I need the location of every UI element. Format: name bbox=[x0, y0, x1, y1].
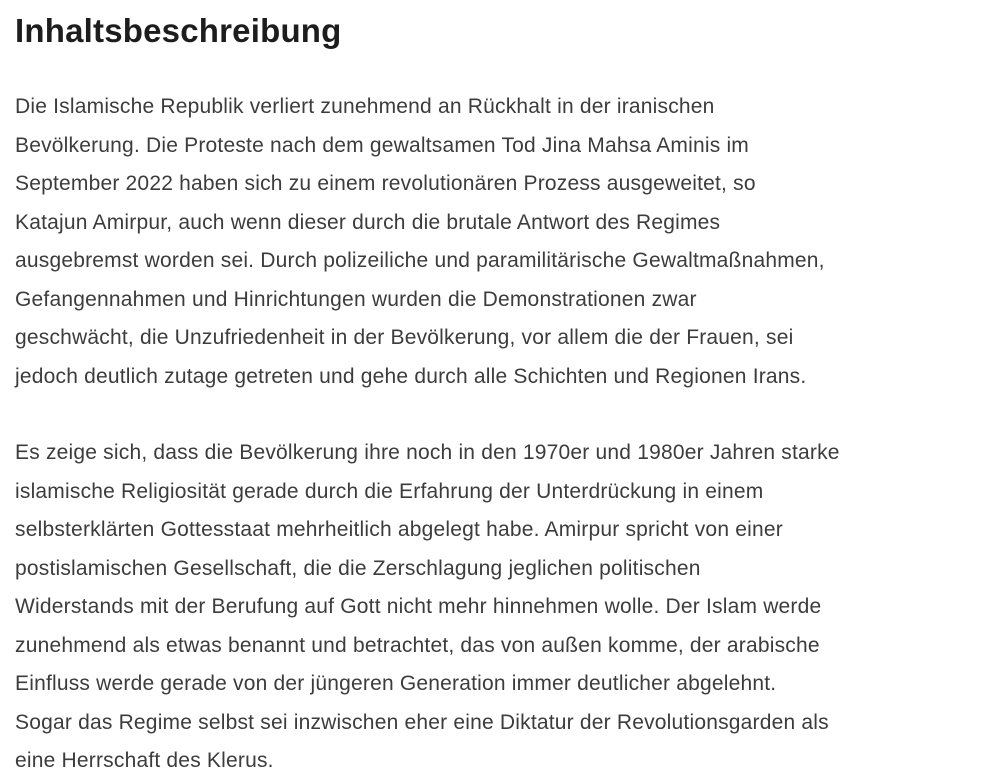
paragraph-2: Es zeige sich, dass die Bevölkerung ihre noch in den 1970er und 1980er Jahren starke islamische Religiosität gerade durch die Erfahrung der Unterdrückung in einem selbsterklärten Gottesstaat mehrheitlich abgelegt habe. Amirpur spricht von einer postislamischen Gesellschaft, die die Zerschlagung jeglichen politischen Widerstands mit der Berufung auf Gott nicht mehr hinnehmen wolle. Der Islam werde zunehmend als etwas benannt und betrachtet, das von außen komme, der arabische Einfluss werde gerade von der jüngeren Generation immer deutlicher abgelehnt. Sogar das Regime selbst sei inzwischen eher eine Diktatur der Revolutionsgarden als eine Herrschaft des Klerus. bbox=[15, 441, 840, 772]
page-title: Inhaltsbeschreibung bbox=[15, 12, 342, 49]
paragraph-1: Die Islamische Republik verliert zunehmend an Rückhalt in der iranischen Bevölkerung. Die Proteste nach dem gewaltsamen Tod Jina Mahsa Aminis im September 2022 haben sich zu einem revolutionären Prozess ausgeweitet, so Katajun Amirpur, auch wenn dieser durch die brutale Antwort des Regimes ausgebremst worden sei. Durch polizeiliche und paramilitärische Gewaltmaßnahmen, Gefangennahmen und Hinrichtungen wurden die Demonstrationen zwar geschwächt, die Unzufriedenheit in der Bevölkerung, vor allem die der Frauen, sei jedoch deutlich zutage getreten und gehe durch alle Schichten und Regionen Irans. bbox=[15, 95, 825, 388]
